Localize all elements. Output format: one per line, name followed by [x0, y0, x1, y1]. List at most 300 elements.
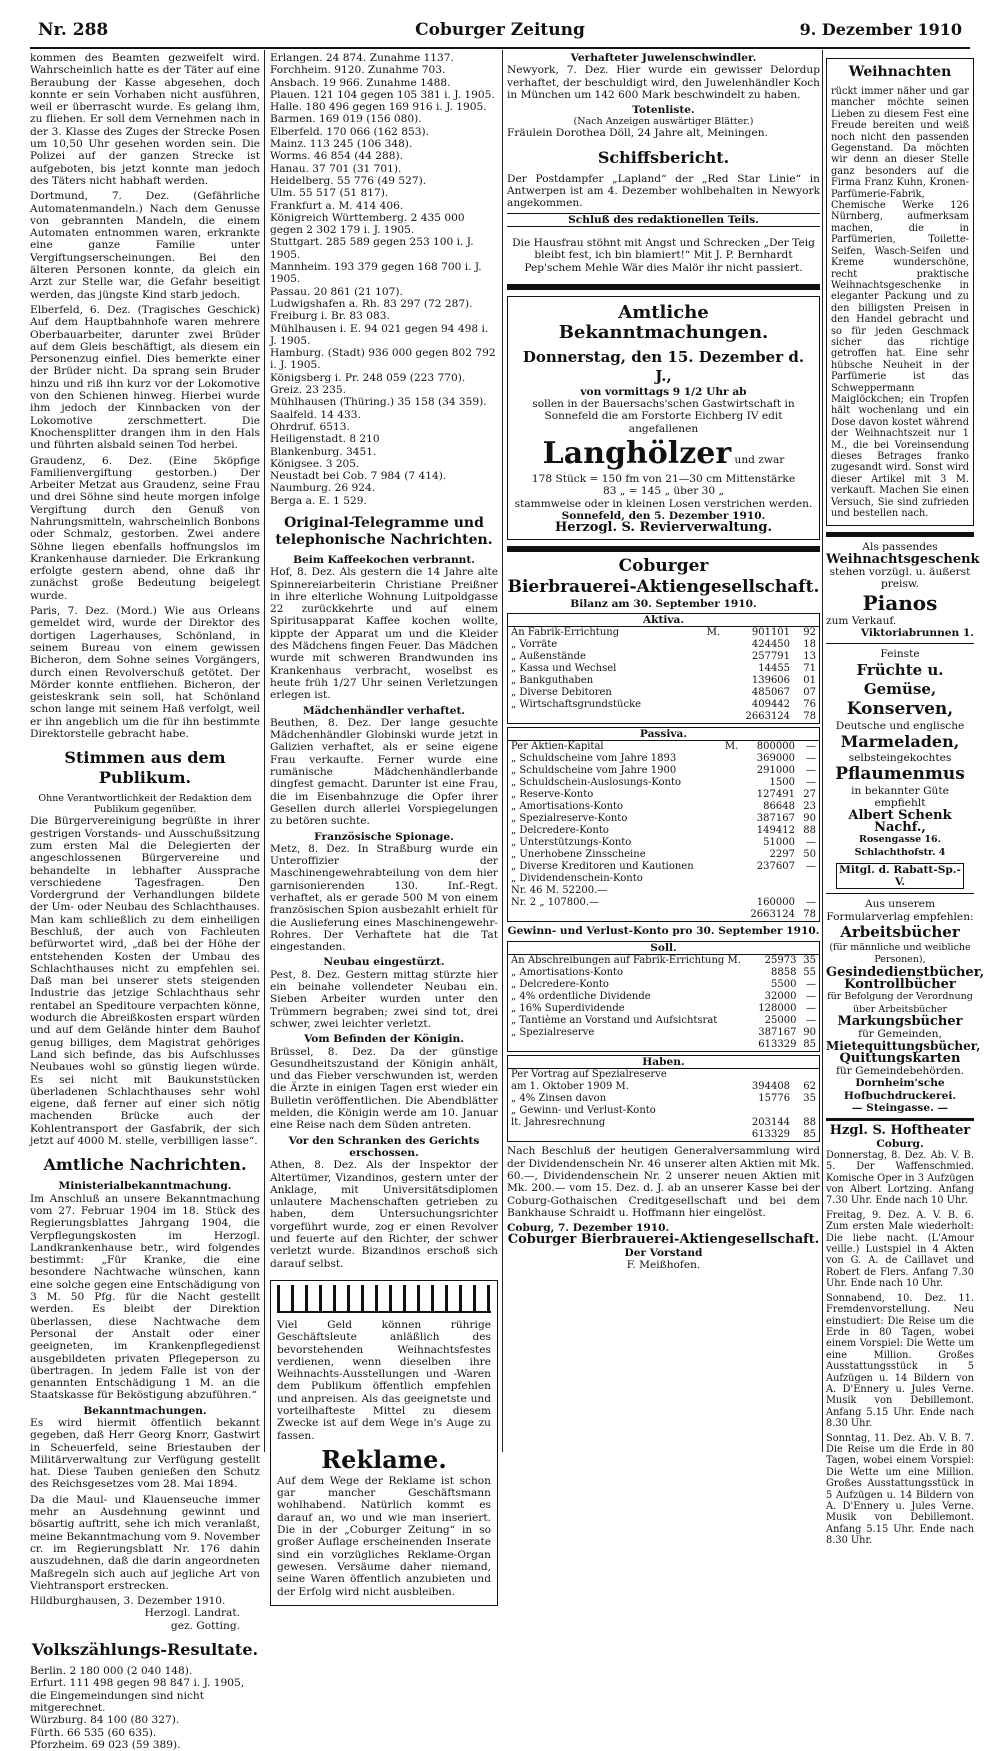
article-paris: Paris, 7. Dez. (Mord.) Wie aus Orleans gemeldet wird, wurde der Direktor des dortigen Lagerhauses, Schönland, in seinem Bureau von einem gewissen Bicheron, dem Sohne seines Vorgängers, durch einen Revolverschuß getötet. Der Mörder konnte entfliehen. Bicheron, der geisteskrank sein soll, hat Schönland schon lange mit seinem Haß verfolgt, weil er ihn angeblich um die für ihn bestimmte Direktorstelle gebracht habe.	[30, 605, 260, 741]
table-cell: 257791	[751, 651, 791, 663]
city-census-item: Forchheim. 9120. Zunahme 703.	[270, 64, 446, 77]
table-cell	[696, 711, 723, 723]
table-row	[508, 1069, 819, 1081]
volks-item: Erfurt. 111 498 gegen 98 847 i. J. 1905, die Eingemeindungen sind nicht mitgerechnet.	[30, 1677, 245, 1714]
table-row	[508, 991, 819, 1003]
table-cell	[720, 753, 742, 765]
brauerei-title-1: Coburger	[618, 555, 709, 576]
city-census-item: Mainz. 113 245 (106 348).	[270, 138, 413, 151]
bekanntmachung-text-2: Da die Maul- und Klauenseuche immer mehr an Ausdehnung gewinnt und bösartig auftritt, sehe ich mich veranlaßt, meine Bekanntmachung vom 9. November cr. im Regierungsblatt Nr. 176 dahin auszudehnen, daß die darin angeordneten Maßregeln sich auch auf jegliche Art von Viehtransport erstrecken.	[30, 1493, 260, 1592]
table-cell: 90	[803, 1027, 816, 1039]
table-row	[508, 627, 819, 639]
table-cell: —	[806, 897, 816, 909]
table-cell	[798, 873, 819, 885]
table-cell: „ Kassa und Wechsel	[511, 663, 617, 675]
dividend-resolution: Nach Beschluß der heutigen Generalversammlung wird der Dividendenschein Nr. 46 unserer alten Aktien mit Mk. 60.—, Dividendenschein Nr. 2 unserer neuen Aktien mit Mk. 200.— vom 15. Dez. d. J. ab an unserer Kasse bei der Coburg-Gothaischen Creditgesellschaft und bei dem Bankhause Schraidt u. Hoffmann hier eingelöst.	[507, 1145, 820, 1219]
table-row	[508, 741, 819, 753]
table-cell: 07	[803, 687, 816, 699]
arbeitsbuecher-title: Arbeitsbücher	[840, 923, 960, 942]
table-row	[508, 1081, 819, 1093]
news-text: Metz, 8. Dez. In Straßburg wurde ein Unteroffizier der Maschinengewehrabteilung von dem hier garnisonierenden 130. Inf.-Regt. verhaftet, als er gerade 500 M von einem französischen Spion ausbezahlt erhielt für die Auslieferung eines Maschinengewehr-Rohres. Der Verhaftete hat die Tat eingestanden.	[270, 842, 498, 954]
table-cell: 76	[803, 699, 816, 711]
reklame-word: Reklame.	[321, 1444, 447, 1474]
signature-name: gez. Gotting.	[170, 1619, 240, 1632]
table-row	[508, 1039, 819, 1051]
reklame-text-1: Viel Geld können rührige Geschäftsleute anläßlich des bevorstehenden Weihnachtsfestes verdienen, wenn dieselben ihre Weihnachts-Ausstellungen und -Waren dem Publikum öffentlich empfehlen und anpreisen. Als das geeignetste und vorteilhafteste Mittel zu diesem Zwecke ist auf dem Wege in's Auge zu fassen.	[277, 1318, 491, 1442]
table-row	[508, 1027, 819, 1039]
table-cell: „ Tantième an Vorstand und Aufsichtsrat	[511, 1015, 718, 1027]
table-cell: 394408	[751, 1081, 791, 1093]
table-cell: 78	[803, 909, 816, 921]
guete-label: in bekannter Güte	[851, 785, 949, 798]
table-cell	[720, 789, 742, 801]
table-cell	[696, 651, 723, 663]
table-cell: Per Vortrag auf Spezialreserve	[511, 1069, 667, 1081]
table-cell: M.	[724, 741, 739, 753]
quitt-title: Quittungskarten	[839, 1050, 961, 1066]
table-cell: 55	[803, 967, 816, 979]
city-census-item: Erlangen. 24 874. Zunahme 1137.	[270, 52, 454, 64]
table-cell: 71	[803, 663, 816, 675]
coburg-label: Coburg.	[876, 1137, 924, 1150]
auction-date: Donnerstag, den 15. Dezember d. J.,	[522, 347, 805, 385]
pianos-title: Pianos	[862, 590, 938, 615]
feinste-label: Feinste	[880, 648, 920, 661]
table-row	[508, 699, 819, 711]
table-cell	[720, 801, 742, 813]
table-cell: 14455	[758, 663, 791, 675]
program-item: Freitag, 9. Dez. A. V. B. 6. Zum ersten Male wiederholt: Die liebe nacht. (L'Amour veille.) Lustspiel in 4 Akten von G. A. de Caillavet und Robert de Flers. Anfang 7.30 Uhr. Ende nach 10 Uhr.	[826, 1209, 974, 1290]
pflaumenmus-title: Pflaumenmus	[835, 764, 965, 785]
gemeindeverw-label: für Gemeindebehörden.	[835, 1065, 965, 1078]
fruechte-title: Früchte u. Gemüse,	[856, 660, 944, 698]
news-text: Athen, 8. Dez. Als der Inspektor der Altertümer, Vizandinos, gestern unter der Anklage, mit Universitätsdiplomen unlautere Machenschaften getrieben zu haben, dem Untersuchungsrichter vorgeführt wurde, zog er einen Revolver und feuerte auf den Richter, der schwer verletzt wurde. Bizandinos erschoß sich darauf selbst.	[270, 1159, 498, 1270]
table-cell: „ Dividendenschein-Konto	[511, 873, 643, 885]
gemeinden-label: für Gemeinden,	[858, 1028, 942, 1041]
bekanntmachung-text-1: Es wird hiermit öffentlich bekannt gegeben, daß Herr Georg Knorr, Gastwirt in Scheuerfeld, seine Briestauben der Militärverwaltung zur Verfügung gestellt hat. Diese Tauben genießen den Schutz des Reichsgesetzes vom 28. Mai 1894.	[30, 1416, 260, 1491]
table-cell: 35	[803, 1093, 816, 1105]
ministerial-heading: Ministerialbekanntmachung.	[58, 1180, 232, 1193]
volkszaehlung-heading: Volkszählungs-Resultate.	[31, 1640, 259, 1660]
table-cell: 160000	[756, 897, 795, 909]
article-dortmund: Dortmund, 7. Dez. (Gefährliche Automatenmandeln.) Nach dem Genusse von gebrannten Mandeln, die einem Automaten entnommen waren, erkrankte eine ganze Familie unter Vergiftungserscheinungen. Bei den älteren Personen konnte, da gleich ein Arzt zur Stelle war, die Gefahr beseitigt werden, das jüngste Kind starb jedoch.	[30, 190, 260, 301]
table-cell	[696, 675, 723, 687]
table-cell: —	[806, 979, 816, 991]
wood-line-1: 178 Stück = 150 fm von 21—30 cm Mittenstärke	[531, 473, 796, 486]
table-row	[508, 639, 819, 651]
news-heading: Vom Befinden der Königin.	[304, 1033, 464, 1046]
passiva-heading: Passiva.	[508, 728, 819, 741]
table-cell: 424450	[751, 639, 791, 651]
table-row	[508, 765, 819, 777]
soll-heading: Soll.	[508, 942, 819, 955]
table-cell: —	[806, 991, 816, 1003]
table-cell: 50	[803, 849, 816, 861]
empfiehlt-label: empfiehlt	[874, 797, 926, 810]
table-cell	[720, 897, 742, 909]
und-zwar: und zwar	[734, 454, 785, 467]
city-census-item: Worms. 46 854 (44 288).	[270, 150, 403, 163]
hoftheater-title: Hzgl. S. Hoftheater	[829, 1123, 971, 1139]
table-cell: 23	[803, 801, 816, 813]
column-divider	[822, 50, 823, 1452]
table-cell: „ Vorräte	[511, 639, 558, 651]
gesinde-title: Gesindedienstbücher,	[826, 964, 985, 980]
news-heading: Vor den Schranken des Gerichts erschossen.	[288, 1134, 480, 1159]
city-census-item: Naumburg. 26 924.	[270, 482, 376, 495]
table-cell: An Abschreibungen auf Fabrik-Errichtung M.	[511, 955, 741, 967]
weihnachten-box	[826, 58, 974, 526]
table-row	[508, 909, 819, 921]
volks-item: Pforzheim. 69 023 (59 389).	[30, 1738, 181, 1751]
volks-item: Fürth. 66 535 (60 635).	[30, 1726, 157, 1739]
program-item: Donnerstag, 8. Dez. Ab. V. B. 5. Der Waffenschmied. Komische Oper in 3 Aufzügen von Albert Lortzing. Anfang 7.30 Uhr. Ende nach 10 Uhr.	[826, 1149, 974, 1207]
table-cell: 85	[803, 1129, 816, 1141]
table-cell: „ Gewinn- und Verlust-Konto	[511, 1105, 656, 1117]
table-cell	[696, 663, 723, 675]
table-cell: Per Aktien-Kapital	[511, 741, 604, 753]
rule	[826, 643, 974, 644]
table-cell	[720, 861, 742, 873]
aktiva-table	[508, 627, 819, 723]
table-cell	[720, 777, 742, 789]
city-census-item: Mühlhausen (Thüring.) 35 158 (34 359).	[270, 396, 487, 409]
selbst-label: selbsteingekochtes	[848, 751, 952, 764]
table-cell: „ Schuldscheine vom Jahre 1893	[511, 753, 677, 765]
city-census-item: Freiburg i. Br. 83 083.	[270, 310, 390, 323]
deutsche-label: Deutsche und englische	[835, 719, 965, 732]
gift-title: Weihnachtsgeschenk	[826, 551, 980, 567]
column-divider	[264, 50, 265, 1452]
reklame-text-2: Auf dem Wege der Reklame ist schon gar mancher Geschäftsmann wohlhabend. Natürlich kommt es darauf an, wo und wie man inseriert. Die in der „Coburger Zeitung“ in so großer Auflage erscheinenden Inserate sind ein vorzügliches Reklame-Organ gewesen. Versäume daher niemand, seine Waren öffentlich anzubieten und der Erfolg wird nicht ausbleiben.	[277, 1474, 491, 1598]
bilanz-heading: Bilanz am 30. September 1910.	[570, 597, 757, 610]
article-elberfeld: Elberfeld, 6. Dez. (Tragisches Geschick) Auf dem Hauptbahnhofe waren mehrere Oberbauarbeiter, darunter zwei Brüder auf dem Gleis beschäftigt, als diesem ein Personenzug einfiel. Dies bemerkte einer der Brüder nicht. Da sprang sein Bruder hinzu und riß ihn kurz vor der Lokomotive von den Schienen hinweg. Hierbei wurde ihm jedoch der Kinnbacken von der Lokomotive zerschmettert. Die Knochensplitter drangen ihm in den Hals und führten alsbald seinen Tod herbei.	[30, 303, 260, 452]
formular-intro: Aus unserem Formularverlag empfehlen:	[826, 898, 974, 923]
city-census-item: Königreich Württemberg. 2 435 000 gegen 2 302 179 i. J. 1905.	[270, 211, 465, 237]
news-text: Pest, 8. Dez. Gestern mittag stürzte hier ein beinahe vollendeter Neubau ein. Sieben Arbeiter wurden unter den Trümmern begraben; zwei sind tot, drei schwer, zwei leichter verletzt.	[270, 968, 498, 1030]
city-census-item: Stuttgart. 285 589 gegen 253 100 i. J. 1905.	[270, 236, 474, 261]
table-cell	[720, 813, 742, 825]
stimmen-subheading: Ohne Verantwortlichkeit der Redaktion dem Publikum gegenüber.	[38, 793, 252, 816]
table-cell	[793, 1105, 819, 1117]
program-item: Sonnabend, 10. Dez. 11. Fremdenvorstellung. Neu einstudiert: Die Reise um die Erde in 80 Tagen, wobei einem Vorspiel: Die Wette um eine Million. Großes Ausstattungsstück in 5 Aufzügen u. 14 Bildern von A. D'Ennery u. Jules Verne. Musik von Debillemont. Anfang 5.15 Uhr. Ende nach 8.30 Uhr.	[826, 1292, 974, 1430]
brauerei-title-2: Bierbrauerei-Aktiengesellschaft.	[507, 576, 820, 597]
table-row	[508, 711, 819, 723]
column-1	[30, 52, 260, 1751]
table-cell: 369000	[756, 753, 795, 765]
table-cell	[720, 909, 742, 921]
city-census-item: Hamburg. (Stadt) 936 000 gegen 802 792 i. J. 1905.	[270, 347, 496, 372]
news-heading: Beim Kaffeekochen verbrannt.	[293, 553, 475, 566]
table-cell: 2663124	[745, 711, 791, 723]
table-cell: 387167	[756, 813, 795, 825]
table-cell: „ Unerhobene Zinsscheine	[511, 849, 646, 861]
table-cell: 86648	[763, 801, 795, 813]
table-cell: 27	[803, 789, 816, 801]
langhoelzer-line	[514, 435, 813, 473]
konserven-title: Konserven,	[846, 698, 954, 719]
signature-title: Herzogl. Landrat.	[144, 1607, 240, 1620]
table-cell	[508, 1129, 732, 1141]
totenliste-text: Fräulein Dorothea Döll, 24 Jahre alt, Meiningen.	[507, 127, 768, 140]
table-cell: 1500	[769, 777, 795, 789]
city-census-item: Heiligenstadt. 8 210	[270, 433, 380, 446]
table-cell	[696, 699, 723, 711]
table-cell: „ 4% ordentliche Dividende	[511, 991, 651, 1003]
arbeitsbuecher-sub: (für männliche und weibliche Personen),	[829, 942, 971, 966]
schenk-address: Rosengasse 16. Schlachthofstr. 4	[854, 834, 946, 858]
auction-place-date: Sonnefeld, den 5. Dezember 1910.	[561, 509, 766, 522]
table-row	[508, 1003, 819, 1015]
passiva-table-box	[507, 727, 820, 922]
schenk-firm: Albert Schenk Nachf.,	[848, 807, 952, 835]
stimmen-text: Die Bürgervereinigung begrüßte in ihrer gestrigen Vorstands- und Ausschußsitzung zum ersten Mal die Delegierten der angeschlossenen Bürgervereine und behandelte in lebhafter Aussprache verschiedene Tagesfragen. Den Vordergrund der Verhandlungen bildete der Um- oder Neubau des Schlachthauses. Man kam schließlich zu dem einheiligen Beschluß, der auch von Fachleuten befürwortet wird, „daß bei der Höhe der entstehenden Kosten der Umbau des Schlachthauses nicht zu empfehlen sei. Daß man bei unserer stets steigenden Industrie das jetzige Schlachthaus sehr rentabel an Speditoure verpachten könne, wodurch die Abreißkosten erspart würden und auf dem Gelände hinter dem Bauhof genug billiges, dem Magistrat gehöriges Land sich befinde, das bis Aufschlusses Neubaues wohl so günstig liegen würde. Es sei nicht mit Baukunststücken überladenen Schlachthauses sehr wohl eigene, daß ferner auf einer sich nötig machenden Brücke auch der Kohlentransport der Gasfabrik, der sich jetzt auf 4000 M. stelle, verbilligen lasse“.	[30, 815, 260, 1148]
kontroll-title: Kontrollbücher	[844, 976, 956, 992]
table-cell: An Fabrik-Errichtung	[511, 627, 620, 639]
thick-rule	[507, 284, 820, 290]
city-census-item: Blankenburg. 3451.	[270, 445, 377, 458]
volks-item: Berlin. 2 180 000 (2 040 148).	[30, 1665, 193, 1678]
table-cell: 88	[803, 1117, 816, 1129]
city-census-item: Passau. 20 861 (21 107).	[270, 285, 403, 298]
guv-heading: Gewinn- und Verlust-Konto pro 30. September 1910.	[507, 925, 820, 938]
auction-location: sollen in der Bauersachs'schen Gastwirtschaft in Sonnefeld die am Forstorte Eichberg IV edit angefallenen	[532, 398, 795, 435]
city-census-item: Greiz. 23 235.	[270, 384, 346, 397]
table-cell: 78	[803, 711, 816, 723]
table-cell: 387167	[758, 1027, 797, 1039]
column-2	[270, 52, 498, 1598]
table-row	[508, 885, 819, 897]
table-cell: —	[806, 1015, 816, 1027]
brauerei-footer: Coburger Bierbrauerei-Aktiengesellschaft.	[507, 1232, 820, 1248]
table-row	[508, 789, 819, 801]
vorstand-name: F. Meißhofen.	[626, 1258, 701, 1271]
rabatt-badge: Mitgl. d. Rabatt-Sp.-V.	[836, 863, 964, 890]
column-4	[826, 52, 985, 1547]
table-cell: 92	[803, 627, 816, 639]
druckerei-name: Dornheim'sche Hofbuchdruckerei.	[843, 1077, 957, 1102]
amtliche-bekanntmachung-box	[507, 296, 820, 540]
table-cell: 203144	[751, 1117, 791, 1129]
news-heading: Neubau eingestürzt.	[323, 956, 445, 969]
table-cell: „ Reserve-Konto	[511, 789, 594, 801]
city-census-item: Ulm. 55 517 (51 817).	[270, 187, 389, 200]
amtliche-bekanntmachungen-heading: Amtliche Bekanntmachungen.	[558, 301, 769, 343]
table-cell: „ Unterstützungs-Konto	[511, 837, 632, 849]
reklame-advertisement	[270, 1280, 498, 1606]
table-cell: 127491	[756, 789, 795, 801]
page-header	[0, 0, 1000, 48]
amtliche-nachrichten-heading: Amtliche Nachrichten.	[43, 1155, 247, 1175]
news-heading: Mädchenhändler verhaftet.	[302, 704, 466, 717]
schluss-redaktion: Schluß des redaktionellen Teils.	[507, 213, 820, 227]
weihnachten-heading: Weihnachten	[848, 64, 952, 80]
table-cell: lt. Jahresrechnung	[511, 1117, 606, 1129]
table-cell	[720, 837, 742, 849]
schiffsbericht-text: Der Postdampfer „Lapland“ der „Red Star Linie“ in Antwerpen ist am 4. Dezember wohlbehalten in Newyork angekommen.	[507, 172, 820, 210]
city-census-item: Mühlhausen i. E. 94 021 gegen 94 498 i. J. 1905.	[270, 322, 489, 347]
table-cell: —	[806, 1003, 816, 1015]
table-cell: 85	[803, 1039, 816, 1051]
city-census-item: Ansbach. 19 966. Zunahme 1488.	[270, 76, 451, 89]
table-row	[508, 663, 819, 675]
city-census-item: Königsee. 3 205.	[270, 457, 360, 470]
table-cell: „ 4% Zinsen davon	[511, 1093, 607, 1105]
table-cell: „ Amortisations-Konto	[511, 801, 624, 813]
marken-title: Markungsbücher	[837, 1013, 963, 1029]
table-cell	[732, 1069, 793, 1081]
wood-line-2: 83 „ = 145 „ über 30 „	[602, 485, 725, 498]
table-cell: 32000	[764, 991, 797, 1003]
ornament-border	[277, 1285, 491, 1313]
table-row	[508, 753, 819, 765]
totenliste-heading: Totenliste.	[632, 104, 695, 117]
table-cell: 139606	[751, 675, 791, 687]
table-row	[508, 873, 819, 885]
article-intro: kommen des Beamten gezweifelt wird. Wahrscheinlich hatte es der Täter auf eine Beraubung der Kasse abgesehen, doch konnte er sein Vorhaben nicht ausführen, weil er überrascht wurde. Es gelang ihm, zu fliehen. Er soll dem Vernehmen nach in der 3. Klasse des Zuges der Strecke Posen um 10,50 Uhr gesehen worden sein. Die Polizei auf der ganzen Strecke ist aufgeboten, bis jetzt konnte man jedoch des Täters nicht habhaft werden.	[30, 52, 260, 187]
table-cell: Nr. 2 „ 107800.—	[511, 897, 600, 909]
city-census-item: Barmen. 169 019 (156 080).	[270, 113, 422, 126]
table-cell: am 1. Oktober 1909 M.	[511, 1081, 629, 1093]
rule	[826, 893, 974, 894]
table-row	[508, 1105, 819, 1117]
table-row	[508, 1015, 819, 1027]
table-row	[508, 687, 819, 699]
table-cell: „ Schuldscheine vom Jahre 1900	[511, 765, 677, 777]
passiva-table	[508, 741, 819, 921]
kontroll-sub: für Befolgung der Verordnung über Arbeitsbücher	[827, 991, 973, 1015]
stimmen-heading: Stimmen aus dem Publikum.	[64, 748, 226, 788]
table-cell: „ Delcredere-Konto	[511, 825, 609, 837]
table-cell: 800000	[756, 741, 795, 753]
wood-line-3: stammweise oder in kleinen Losen verstrichen werden.	[514, 497, 813, 510]
haben-table	[508, 1069, 819, 1141]
column-divider	[502, 50, 503, 1452]
table-cell	[741, 885, 798, 897]
juwel-text: Newyork, 7. Dez. Hier wurde ein gewisser Delordup verhaftet, der beschuldigt wird, den Juwelenhändler Koch in München um 142 600 Mark beschwindelt zu haben.	[507, 64, 820, 101]
table-cell: 5500	[771, 979, 797, 991]
table-cell	[793, 1069, 819, 1081]
thick-rule	[826, 532, 974, 537]
soll-table	[508, 955, 819, 1051]
sale-label: zum Verkauf.	[826, 614, 897, 627]
place-date: Hildburghausen, 3. Dezember 1910.	[30, 1595, 226, 1608]
city-census-item: Berga a. E. 1 529.	[270, 494, 367, 507]
auction-signature: Herzogl. S. Revierverwaltung.	[555, 520, 772, 536]
table-cell	[720, 825, 742, 837]
juwel-heading: Verhafteter Juwelenschwindler.	[570, 52, 757, 64]
table-cell: 25973	[764, 955, 797, 967]
table-cell	[508, 909, 720, 921]
table-row	[508, 897, 819, 909]
table-row	[508, 1093, 819, 1105]
city-census-item: Heidelberg. 55 776 (49 527).	[270, 174, 427, 187]
table-cell: „ Delcredere-Konto	[511, 979, 609, 991]
table-cell: „ Amortisations-Konto	[511, 967, 624, 979]
table-cell	[741, 873, 798, 885]
table-cell: Nr. 46 M. 52200.—	[511, 885, 608, 897]
table-cell	[696, 639, 723, 651]
table-cell: —	[806, 861, 816, 873]
table-cell: 18	[803, 639, 816, 651]
rule	[826, 1118, 974, 1121]
table-cell: „ 16% Superdividende	[511, 1003, 625, 1015]
steingasse-label: — Steingasse. —	[851, 1101, 949, 1114]
aktiva-table-box	[507, 613, 820, 724]
table-cell	[696, 687, 723, 699]
table-cell: 149412	[756, 825, 795, 837]
table-row	[508, 777, 819, 789]
city-census-item: Frankfurt a. M. 414 406.	[270, 199, 404, 212]
table-cell: 62	[803, 1081, 816, 1093]
table-cell	[732, 1105, 793, 1117]
newspaper-title: Coburger Zeitung	[415, 20, 585, 40]
news-heading: Französische Spionage.	[314, 830, 454, 843]
table-cell: „ Schuldschein-Auslosungs-Konto	[511, 777, 682, 789]
table-cell: 8858	[771, 967, 797, 979]
langhoelzer-title: Langhölzer	[542, 436, 732, 472]
volks-item: Würzburg. 84 100 (80 327).	[30, 1714, 180, 1727]
article-graudenz: Graudenz, 6. Dez. (Eine 5köpfige Familienvergiftung gestorben.) Der Arbeiter Metzat aus Graudenz, seine Frau und drei Söhne sind heute morgen infolge Vergiftung durch den Genuß von Nahrungsmitteln, wahrscheinlich Bonbons oder Schmalz, gestorben. Zwei andere Söhne liegen ebenfalls hoffnungslos im Krankenhause darnieder. Die Erkrankung erfolgte gestern abend, ohne daß ihr zunächst große Bedeutung beigelegt wurde.	[30, 454, 260, 602]
table-cell: „ Diverse Debitoren	[511, 687, 612, 699]
ministerial-text: Im Anschluß an unsere Bekanntmachung vom 27. Februar 1904 im 18. Stück des Regierungsblattes Jahrgang 1904, die Verpflegungskosten im Herzogl. Landkrankenhause betr., wird folgendes bestimmt: „Für Kranke, die eine besondere Nachtwache wünschen, kann eine solche gegen eine Entschädigung von 3 M. 50 Pfg. für die Nacht gestellt werden. Es bleibt der Direktion überlassen, diese Nachtwache dem Personal der Anstalt oder einer geeigneten, im Krankenpflegedienst ausgebildeten privaten Pflegeperson zu übertragen. In jedem Falle ist von der genannten Entschädigung 1 M. an die Staatskasse für Beköstigung abzuführen.“	[30, 1192, 260, 1402]
city-census-item: Neustadt bei Cob. 7 984 (7 414).	[270, 470, 447, 483]
gift-sub: stehen vorzügl. u. äußerst preisw.	[829, 566, 971, 591]
aktiva-heading: Aktiva.	[508, 614, 819, 627]
page-number: Nr. 288	[38, 20, 109, 40]
table-row	[508, 801, 819, 813]
city-census-list	[270, 52, 498, 507]
haben-table-box	[507, 1055, 820, 1142]
table-cell: 35	[803, 955, 816, 967]
table-cell	[720, 873, 742, 885]
city-census-item: Elberfeld. 170 066 (162 853).	[270, 125, 429, 138]
miet-title: Mietequittungsbücher,	[826, 1039, 981, 1054]
table-cell	[720, 849, 742, 861]
city-census-item: Saalfeld. 14 433.	[270, 408, 361, 421]
table-cell: —	[806, 777, 816, 789]
table-cell: —	[806, 765, 816, 777]
table-cell: 291000	[756, 765, 795, 777]
table-cell: „ Spezialreserve	[511, 1027, 595, 1039]
city-census-item: Ludwigshafen a. Rh. 83 297 (72 287).	[270, 297, 473, 310]
news-text: Beuthen, 8. Dez. Der lange gesuchte Mädchenhändler Globinski wurde jetzt in Galizien verhaftet, als er seine eigene Frau verkaufte. Ferner wurde eine rumänische Mädchenhändlerbande dingfest gemacht. Darunter ist eine Frau, die im Eisenbahnzuge die Opfer ihrer Gesellen durch allerlei Vorspiegelungen zu betören suchte.	[270, 716, 498, 828]
table-row	[508, 861, 819, 873]
table-cell: 01	[803, 675, 816, 687]
news-text: Brüssel, 8. Dez. Da der günstige Gesundheitszustand der Königin anhält, und das Fieber verschwunden ist, werden die Ärzte in einigen Tagen erst wieder ein Bulletin veröffentlichen. Die Abendblätter melden, die Königin werde am 10. Januar eine Reise nach dem Süden antreten.	[270, 1045, 498, 1132]
table-cell: —	[806, 837, 816, 849]
table-row	[508, 837, 819, 849]
table-cell	[720, 765, 742, 777]
table-cell: 409442	[751, 699, 791, 711]
brauerei-date: Coburg, 7. Dezember 1910.	[507, 1222, 670, 1235]
schiffsbericht-heading: Schiffsbericht.	[597, 147, 730, 167]
table-row	[508, 967, 819, 979]
table-row	[508, 651, 819, 663]
city-census-item: Halle. 180 496 gegen 169 916 i. J. 1905.	[270, 101, 487, 114]
table-row	[508, 849, 819, 861]
table-cell	[798, 885, 819, 897]
column-3	[507, 52, 820, 1452]
table-cell: M.	[706, 627, 721, 639]
city-census-item: Mannheim. 193 379 gegen 168 700 i. J. 1905.	[270, 261, 482, 286]
weihnachten-text: rückt immer näher und gar mancher möchte seinen Lieben zu diesem Fest eine Freude bereiten und weiß noch nicht den passenden Gegenstand. Da möchten wir denn an dieser Stelle ganz besonders auf die Firma Franz Kuhn, Kronen-Parfümerie-Fabrik, Chemische Werke 126 Nürnberg, aufmerksam machen, die in Parfümerien, Toilette-Seifen, Wasch-Seifen und Kreme wunderschöne, recht praktische Weihnachtsgeschenke in eleganter Packung und zu den billigsten Preisen in den Handel gebracht und so für jeden Geschmack sicher das richtige getroffen hat. Eine sehr hübsche Neuheit in der Parfümerie ist das Schweppermann Maiglöckchen; ein Tropfen hält wochenlang und ein Dose davon kostet während der Weihnachtszeit nur 1 M., die bei Voreinsendung dieses Betrages franko zugesandt wird. Sonst wird dieser Artikel mit 3 M. verkauft. Machen Sie einen Versuch, Sie sind zufrieden und bestellen nach.	[831, 86, 969, 520]
table-cell: 51000	[763, 837, 795, 849]
table-cell: 2663124	[750, 909, 795, 921]
soll-table-box	[507, 941, 820, 1052]
auction-time: von vormittags 9 1/2 Uhr ab	[580, 385, 747, 398]
volks-list	[30, 1665, 260, 1751]
